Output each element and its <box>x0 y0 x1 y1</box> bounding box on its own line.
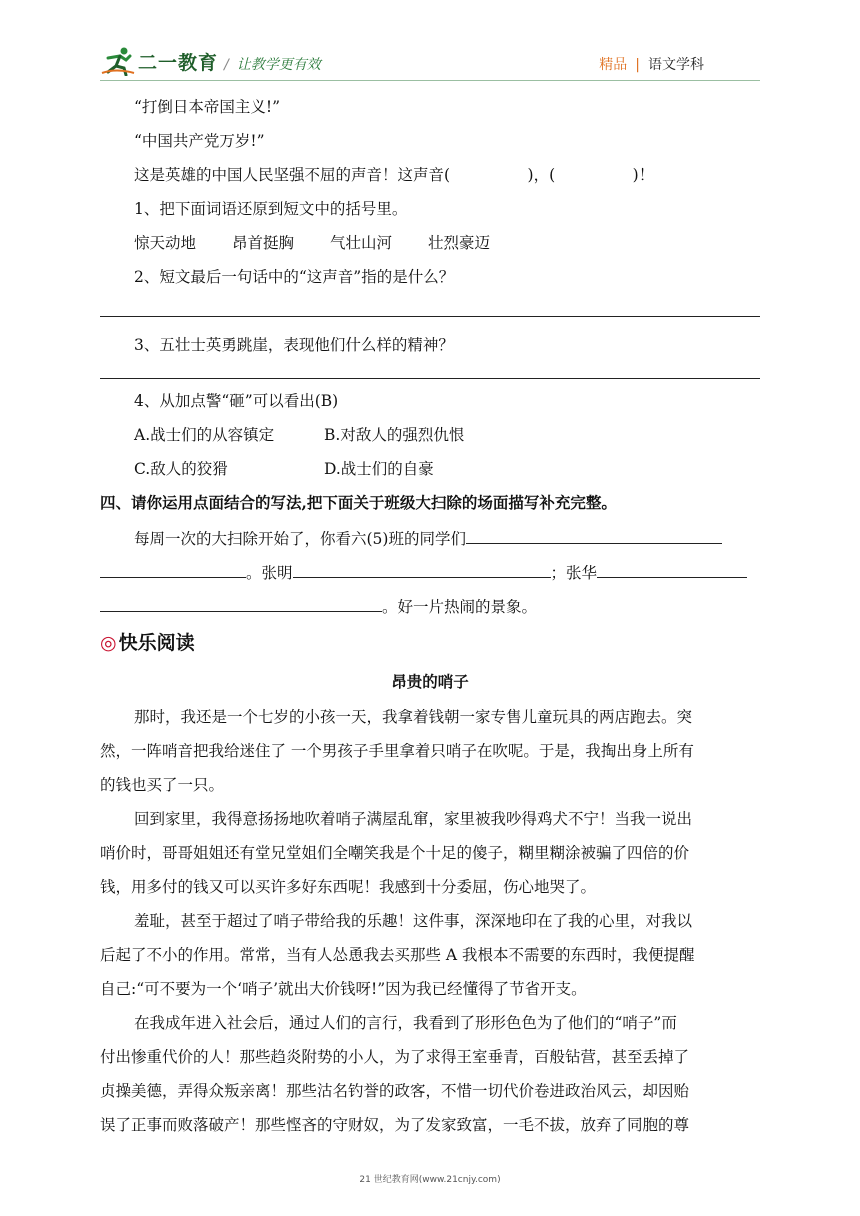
article-line: 羞耻，甚至于超过了哨子带给我的乐趣！这件事，深深地印在了我的心里，对我以 <box>134 912 693 930</box>
article-line: 然，一阵哨音把我给迷住了 一个男孩子手里拿着只哨子在吹呢。于是，我掏出身上所有 <box>100 742 694 760</box>
slogan <box>224 54 321 74</box>
word-item: 气壮山河 <box>330 234 393 252</box>
section-4-line-1 <box>134 526 722 550</box>
article-line: 后起了不小的作用。常常，当有人怂恿我去买那些 A 我根本不需要的东西时，我便提醒 <box>100 946 695 964</box>
fill-blank-2[interactable] <box>100 594 382 612</box>
section-4-prefix: 每周一次的大扫除开始了，你看六(5)班的同学们 <box>134 530 466 548</box>
article-line: 哨价时，哥哥姐姐还有堂兄堂姐们全嘲笑我是个十足的傻子，糊里糊涂被骗了四倍的价 <box>100 844 690 862</box>
option-c: C.敌人的狡猾 <box>134 460 228 478</box>
page-header <box>100 44 760 80</box>
section-4-line-3 <box>100 594 537 618</box>
reading-section-title <box>100 628 195 655</box>
question-2: 2、短文最后一句话中的“这声音”指的是什么？ <box>134 268 455 286</box>
sentence-line: 这是英雄的中国人民坚强不屈的声音！这声音( )，( )！ <box>134 166 655 184</box>
question-4: 4、从加点警“砸”可以看出(B) <box>134 392 339 410</box>
article-line: 那时，我还是一个七岁的小孩一天，我拿着钱朝一家专售儿童玩具的两店跑去。突 <box>134 708 693 726</box>
slogan-slash: / <box>224 57 229 73</box>
question-1: 1、把下面词语还原到短文中的括号里。 <box>134 200 408 218</box>
slogan-line-1: “打倒日本帝国主义!” <box>134 98 281 116</box>
article-line: 的钱也买了一只。 <box>100 776 225 794</box>
option-d: D.战士们的自豪 <box>324 460 434 478</box>
header-separator: | <box>635 57 640 73</box>
slogan-text: 让教学更有效 <box>236 57 321 73</box>
article-line: 回到家里，我得意扬扬地吹着哨子满屋乱窜，家里被我吵得鸡犬不宁！当我一说出 <box>134 810 693 828</box>
word-item: 壮烈豪迈 <box>428 234 491 252</box>
zhangming-label: 。张明 <box>246 564 293 582</box>
article-line: 贞操美德，弄得众叛亲离！那些沽名钓誉的政客，不惜一切代价卷进政治风云，却因贻 <box>100 1082 690 1100</box>
article-line: 钱，用多付的钱又可以买许多好东西呢！我感到十分委屈，伤心地哭了。 <box>100 878 597 896</box>
reading-title-text: 快乐阅读 <box>118 632 195 654</box>
section-4-line-2 <box>100 560 747 584</box>
bullseye-icon: ◎ <box>100 632 117 654</box>
word-list <box>134 232 490 254</box>
page-footer: 21 世纪教育网(www.21cnjy.com) <box>359 1175 501 1185</box>
article-line: 付出惨重代价的人！那些趋炎附势的小人，为了求得王室垂青，百般钻营，甚至丢掉了 <box>100 1048 690 1066</box>
word-item: 昂首挺胸 <box>232 234 295 252</box>
ending-text: 。好一片热闹的景象。 <box>382 598 538 616</box>
zhanghua-label: ；张华 <box>550 564 598 582</box>
option-a: A.战士们的从容镇定 <box>134 426 275 444</box>
word-item: 惊天动地 <box>134 234 197 252</box>
logo-text: 二一教育 <box>138 51 219 74</box>
subject-label: 语文学科 <box>648 57 704 73</box>
article-line: 自己:“可不要为一个‘哨子’就出大价钱呀!”因为我已经懂得了节省开支。 <box>100 980 587 998</box>
option-b: B.对敌人的强烈仇恨 <box>324 426 465 444</box>
answer-line-q3[interactable] <box>100 378 760 379</box>
fill-blank-zhangming[interactable] <box>293 560 551 578</box>
question-3: 3、五壮士英勇跳崖，表现他们什么样的精神？ <box>134 336 454 354</box>
article-line: 在我成年进入社会后，通过人们的言行，我看到了形形色色为了他们的“哨子”而 <box>134 1014 677 1032</box>
fill-blank-1[interactable] <box>100 560 246 578</box>
runner-logo-icon <box>100 46 136 76</box>
header-rule <box>100 80 760 81</box>
article-title: 昂贵的哨子 <box>391 673 469 691</box>
header-right <box>599 54 704 74</box>
fill-blank-zhanghua[interactable] <box>597 560 747 578</box>
fill-blank-classmates[interactable] <box>466 526 722 544</box>
quality-label: 精品 <box>599 57 628 73</box>
article-line: 误了正事而败落破产！那些悭吝的守财奴，为了发家致富，一毛不拔，放弃了同胞的尊 <box>100 1116 690 1134</box>
slogan-line-2: “中国共产党万岁!” <box>134 132 265 150</box>
section-4-title: 四、请你运用点面结合的写法,把下面关于班级大扫除的场面描写补充完整。 <box>100 493 617 512</box>
brand-logo <box>100 46 218 76</box>
answer-line-q2[interactable] <box>100 316 760 317</box>
